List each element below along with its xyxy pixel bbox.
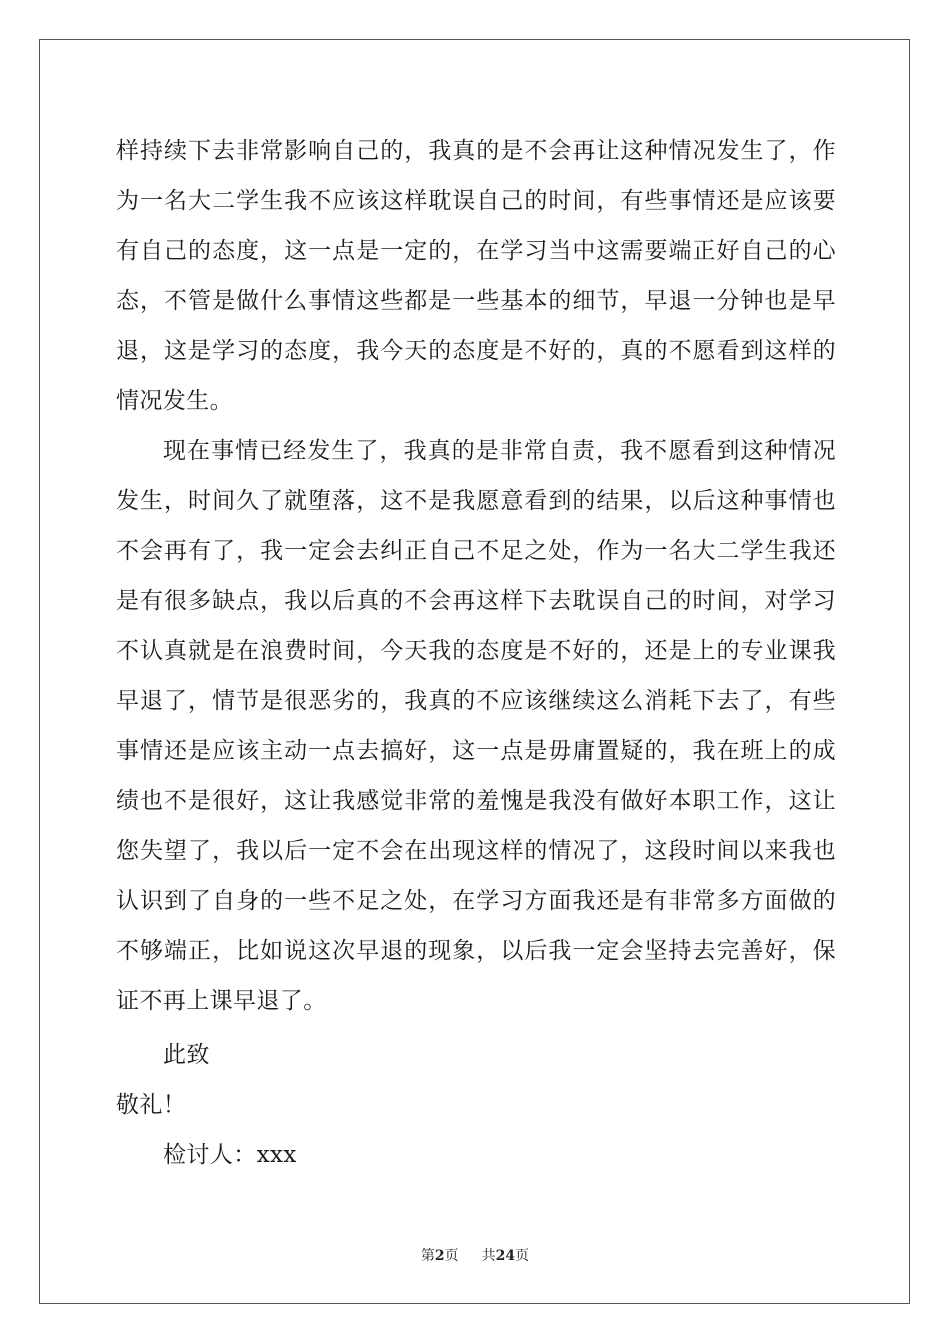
- paragraph-line: 发生，时间久了就堕落，这不是我愿意看到的结果，以后这种事情也: [116, 488, 836, 514]
- paragraph-line: 退，这是学习的态度，我今天的态度是不好的，真的不愿看到这样的: [116, 338, 836, 364]
- paragraph-line: 有自己的态度，这一点是一定的，在学习当中这需要端正好自己的心: [116, 238, 836, 264]
- current-page-number: 2: [434, 1248, 445, 1264]
- paragraph-line: 不够端正，比如说这次早退的现象，以后我一定会坚持去完善好，保: [116, 938, 836, 964]
- paragraph-line: 早退了，情节是很恶劣的，我真的不应该继续这么消耗下去了，有些: [116, 688, 836, 714]
- paragraph-line: 事情还是应该主动一点去搞好，这一点是毋庸置疑的，我在班上的成: [116, 738, 836, 764]
- document-body: [116, 126, 836, 1180]
- paragraph-line: 是有很多缺点，我以后真的不会再这样下去耽误自己的时间，对学习: [116, 588, 836, 614]
- paragraph-line: 证不再上课早退了。: [116, 988, 327, 1014]
- paragraph-line: 您失望了，我以后一定不会在出现这样的情况了，这段时间以来我也: [116, 838, 836, 864]
- paragraph-line: 认识到了自身的一些不足之处，在学习方面我还是有非常多方面做的: [116, 888, 836, 914]
- total-page-count: 24: [495, 1248, 516, 1264]
- closing-respect: 敬礼！: [116, 1092, 187, 1118]
- total-suffix: 页: [515, 1248, 530, 1264]
- paragraph-line: 为一名大二学生我不应该这样耽误自己的时间，有些事情还是应该要: [116, 188, 836, 214]
- paragraph-line: 样持续下去非常影响自己的，我真的是不会再让这种情况发生了，作: [116, 138, 836, 164]
- paragraph-line: 现在事情已经发生了，我真的是非常自责，我不愿看到这种情况: [163, 438, 836, 464]
- page-suffix: 页: [444, 1248, 459, 1264]
- paragraph-line: 不认真就是在浪费时间，今天我的态度是不好的，还是上的专业课我: [116, 638, 836, 664]
- signature: 检讨人：xxx: [163, 1142, 297, 1168]
- paragraph-line: 绩也不是很好，这让我感觉非常的羞愧是我没有做好本职工作，这让: [116, 788, 836, 814]
- page-footer: [0, 1245, 950, 1265]
- paragraph-line: 态，不管是做什么事情这些都是一些基本的细节，早退一分钟也是早: [116, 288, 836, 314]
- page-prefix: 第: [420, 1248, 435, 1264]
- paragraph-line: 情况发生。: [116, 388, 233, 414]
- closing-salutation: 此致: [163, 1042, 210, 1068]
- paragraph-line: 不会再有了，我一定会去纠正自己不足之处，作为一名大二学生我还: [116, 538, 836, 564]
- total-prefix: 共: [481, 1248, 496, 1264]
